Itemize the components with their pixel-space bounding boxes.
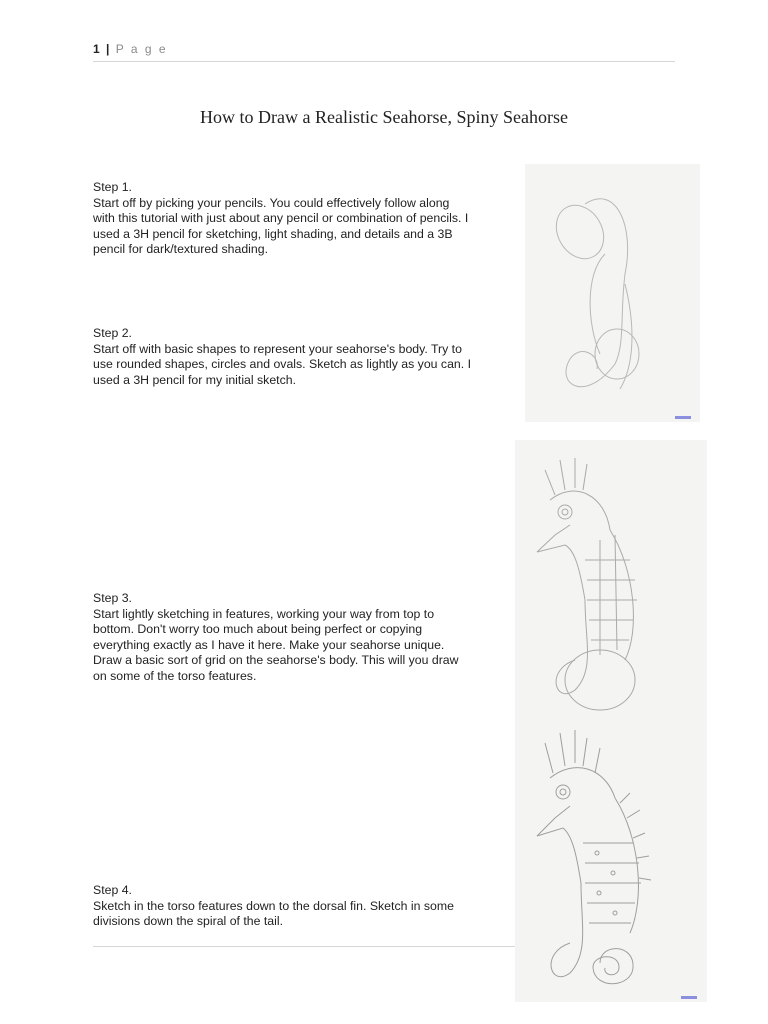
step-heading: Step 2. <box>93 326 132 340</box>
page-number: 1 <box>93 42 101 56</box>
page-label: P a g e <box>115 42 168 56</box>
step-3 <box>93 591 518 685</box>
step-3-sketch-image <box>515 440 707 720</box>
step-text: Start off by picking your pencils. You could effectively follow along with this tutorial with just about any pencil or combination of pencils. I used a 3H pencil for sketching, light shading, and details and a 3B pencil for dark/textured shading. <box>93 195 469 257</box>
step-heading: Step 3. <box>93 591 132 605</box>
document-title: How to Draw a Realistic Seahorse, Spiny Seahorse <box>200 107 568 127</box>
step-4-sketch-image <box>515 718 707 1002</box>
step-2 <box>93 326 518 388</box>
step-text: Sketch in the torso features down to the dorsal fin. Sketch in some divisions down the spiral of the tail. <box>93 898 454 929</box>
header-divider <box>93 61 675 62</box>
step-text: Start lightly sketching in features, working your way from top to bottom. Don't worry too much about being perfect or copying everything exactly as I have it here. Make your seahorse unique. Draw a basic sort of grid on the seahorse's body. This will you draw on some of the torso features. <box>93 606 459 683</box>
footer-divider <box>93 946 518 947</box>
step-1 <box>93 180 518 258</box>
page-separator: | <box>106 42 110 56</box>
step-heading: Step 1. <box>93 180 132 194</box>
step-text: Start off with basic shapes to represent your seahorse's body. Try to use rounded shapes, circles and ovals. Sketch as lightly as you can. I used a 3H pencil for my initial sketch. <box>93 341 471 387</box>
step-4 <box>93 883 518 930</box>
step-1-2-sketch-image <box>525 164 700 422</box>
step-heading: Step 4. <box>93 883 132 897</box>
page-header <box>93 42 168 56</box>
